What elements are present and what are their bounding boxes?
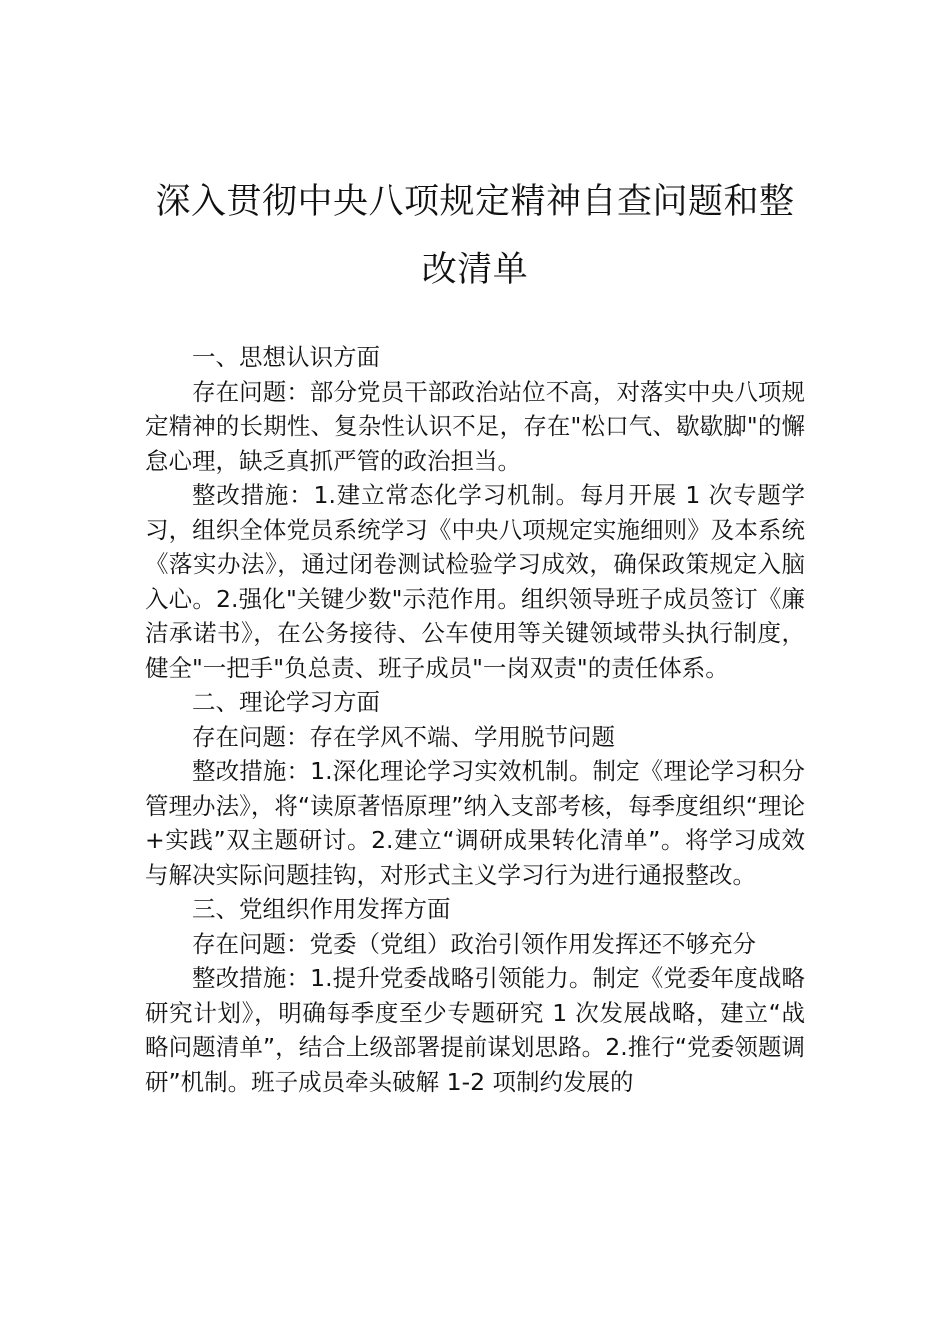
- section-heading-organization: 三、党组织作用发挥方面: [192, 895, 451, 923]
- section-heading-theory: 二、理论学习方面: [192, 688, 380, 716]
- document-title: 深入贯彻中央八项规定精神自查问题和整改清单: [155, 182, 795, 290]
- paragraph-measures: 整改措施：1.提升党委战略引领能力。制定《党委年度战略研究计划》，明确每季度至少专题研究 1 次发展战略，建立“战略问题清单”，结合上级部署提前谋划思路。2.推行“党委领题调研”机制。班子成员牵头破解 1-2 项制约发展的: [145, 964, 805, 1096]
- paragraph-measures: 整改措施：1.深化理论学习实效机制。制定《理论学习积分管理办法》，将“读原著悟原理”纳入支部考核，每季度组织“理论+实践”双主题研讨。2.建立“调研成果转化清单”。将学习成效与解决实际问题挂钩，对形式主义学习行为进行通报整改。: [145, 757, 805, 889]
- paragraph-problem: 存在问题：部分党员干部政治站位不高，对落实中央八项规定精神的长期性、复杂性认识不足，存在"松口气、歇歇脚"的懈怠心理，缺乏真抓严管的政治担当。: [145, 377, 805, 475]
- paragraph-problem: 存在问题：存在学风不端、学用脱节问题: [192, 722, 615, 751]
- paragraph-problem: 存在问题：党委（党组）政治引领作用发挥还不够充分: [192, 929, 756, 958]
- paragraph-measures: 整改措施：1.建立常态化学习机制。每月开展 1 次专题学习，组织全体党员系统学习《中央八项规定实施细则》及本系统《落实办法》，通过闭卷测试检验学习成效，确保政策规定入脑入心。2.强化"关键少数"示范作用。组织领导班子成员签订《廉洁承诺书》，在公务接待、公车使用等关键领域带头执行制度，健全"一把手"负总责、班子成员"一岗双责"的责任体系。: [145, 481, 805, 682]
- section-heading-thought: 一、思想认识方面: [192, 343, 380, 371]
- document-body: [145, 340, 805, 1099]
